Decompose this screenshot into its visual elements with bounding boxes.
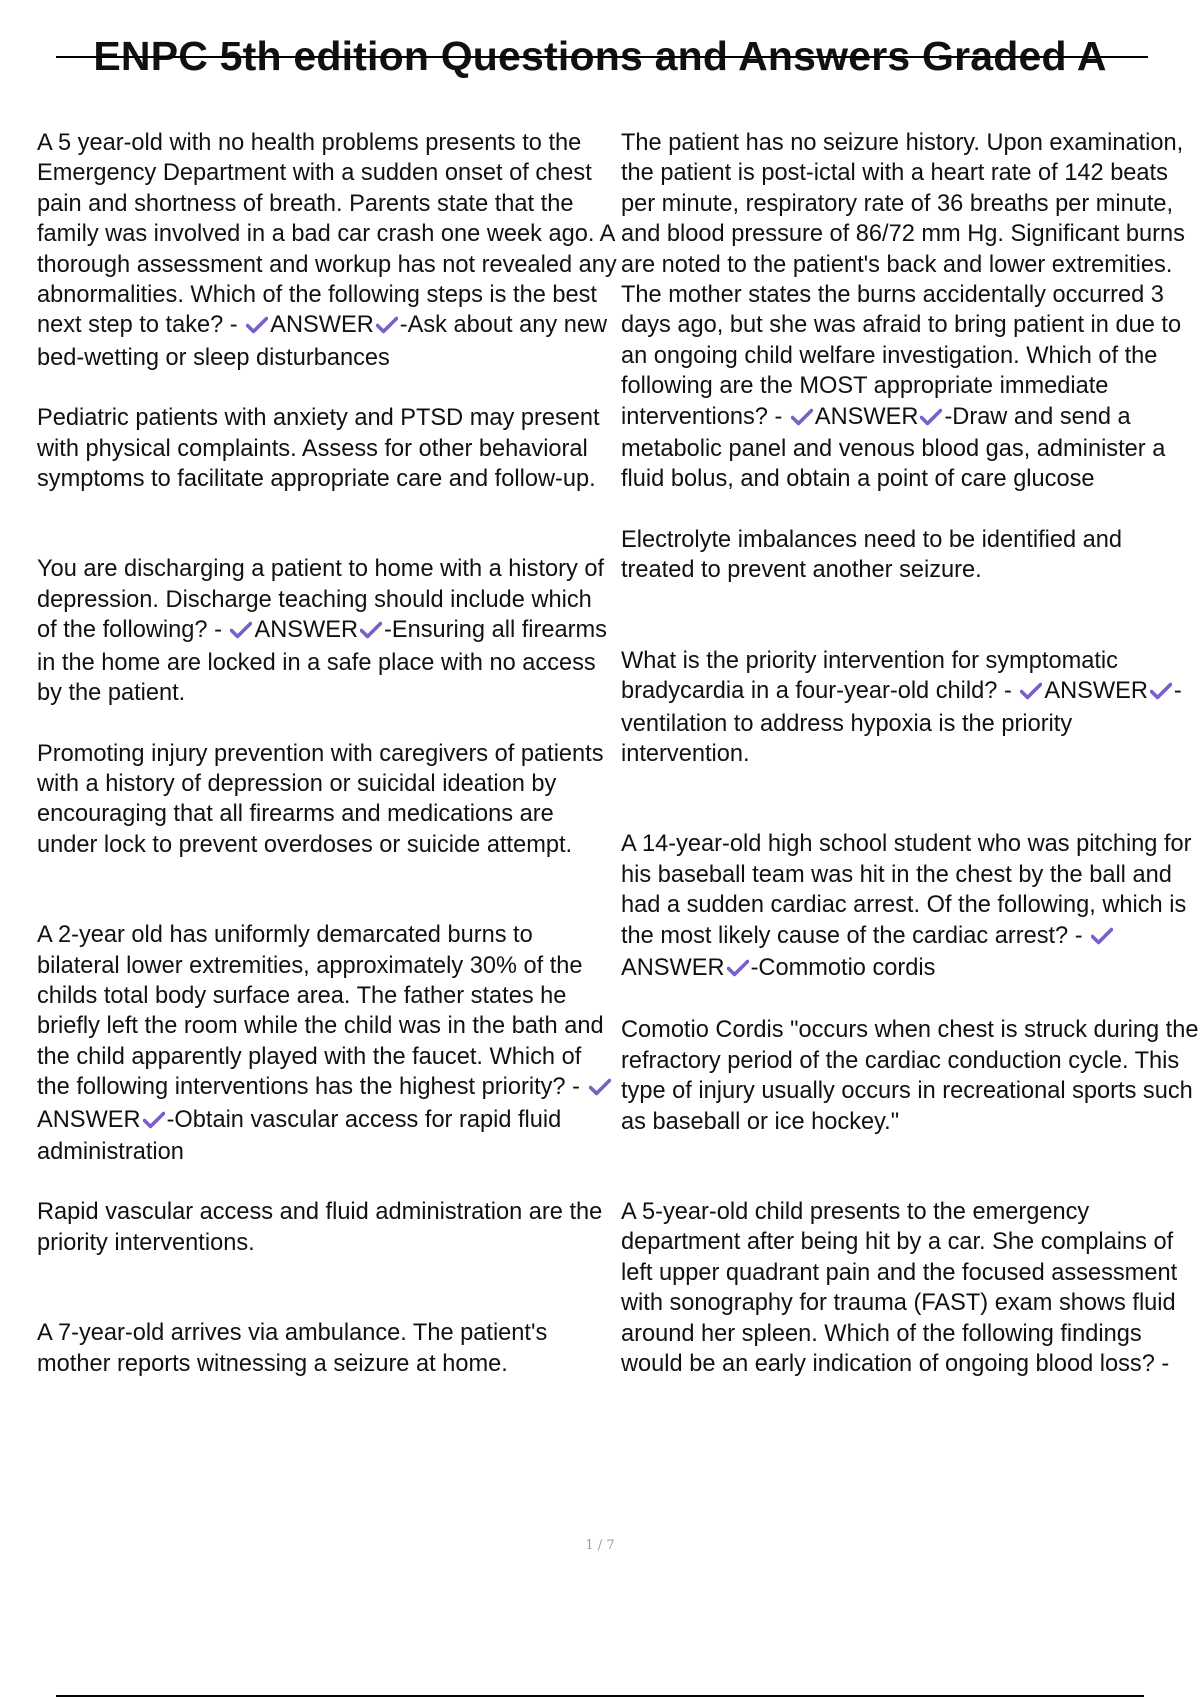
question-text: A 7-year-old arrives via ambulance. The patient's mother reports witnessing a seizure at home. [37,1320,548,1377]
rationale-entry: Electrolyte imbalances need to be identified and treated to prevent another seizure. [621,526,1123,584]
answer-marker: ANSWER [254,617,359,644]
answer-marker: ANSWER [37,1106,141,1133]
check-icon [589,1074,611,1104]
question-text: A 5 year-old with no health problems presents to the Emergency Department with a sudden onset of chest pain and shortness of breath. Parents state that the family was involved in a bad car crash one week ago. A thorough assessment and workup has not revealed any abnormalities. Which of the following steps is the best next step to take? - [37,130,617,339]
check-icon [1150,678,1172,708]
answer-text: -Commotio cordis [750,954,936,981]
check-icon [727,955,749,985]
question-entry [621,646,1200,770]
check-icon [143,1107,165,1137]
rationale-entry: Promoting injury prevention with caregivers of patients with a history of depression or suicidal ideation by encouraging that all firearms and medications are under lock to prevent overdoses or suicide attempt. [37,740,604,858]
left-column [37,128,617,1379]
check-icon [1020,678,1042,708]
answer-text: -Ensuring all firearms in the home are locked in a safe place with no access by the patient. [37,617,607,707]
question-entry [621,1197,1200,1379]
page-number: 1 / 7 [585,1538,615,1553]
answer-text: -Obtain vascular access for rapid fluid administration [37,1106,562,1165]
rationale-entry: Pediatric patients with anxiety and PTSD may present with physical complaints. Assess for other behavioral symptoms to facilitate appropriate care and follow-up. [37,405,600,493]
answer-marker: ANSWER [1044,678,1148,705]
answer-text: -ventilation to address hypoxia is the priority intervention. [621,678,1182,767]
check-icon [920,404,942,434]
title-strikethrough [56,56,1148,58]
check-icon [230,617,252,647]
answer-marker: ANSWER [621,954,725,981]
question-entry [621,829,1200,985]
question-text: The patient has no seizure history. Upon examination, the patient is post-ictal with a heart rate of 142 beats per minute, respiratory rate of 36 breaths per minute, and blood pressure of 86/72 mm Hg. Significant burns are noted to the patient's back and lower extremities. The mother states the burns accidentally occurred 3 days ago, but she was afraid to bring patient in due to an ongoing child welfare investigation. Which of the following are the MOST appropriate immediate interventions? - [621,130,1185,430]
rationale-entry: Comotio Cordis "occurs when chest is struck during the refractory period of the cardiac conduction cycle. This type of injury usually occurs in recreational sports such as baseball or ice hockey." [621,1017,1199,1135]
check-icon [1091,923,1113,953]
question-entry [37,554,617,708]
answer-marker: ANSWER [270,312,374,339]
answer-marker: ANSWER [814,403,919,430]
check-icon [791,404,813,434]
answer-text: -Draw and send a metabolic panel and venous blood gas, administer a fluid bolus, and obtain a point of care glucose [621,403,1166,493]
question-entry [37,920,617,1167]
question-text: A 5-year-old child presents to the emergency department after being hit by a car. She complains of left upper quadrant pain and the focused assessment with sonography for trauma (FAST) exam shows fluid around her spleen. Which of the following findings would be an early indication of ongoing blood loss? - [621,1198,1178,1377]
answer-text: -Ask about any new bed-wetting or sleep disturbances [37,312,607,371]
check-icon [246,312,268,342]
question-text: A 14-year-old high school student who was pitching for his baseball team was hit in the chest by the ball and had a sudden cardiac arrest. Of the following, which is the most likely cause of the cardiac arrest? - [621,831,1192,949]
question-text: You are discharging a patient to home with a history of depression. Discharge teaching should include which of the following? - [37,556,605,644]
right-column [621,128,1200,1379]
question-text: A 2-year old has uniformly demarcated burns to bilateral lower extremities, approximately 30% of the childs total body surface area. The father states he briefly left the room while the child was in the bath and the child apparently played with the faucet. Which of the following interventions has the highest priority? - [37,922,604,1101]
check-icon [376,312,398,342]
question-entry [37,128,617,373]
footer-rule [56,1695,1144,1697]
check-icon [360,617,382,647]
question-entry [37,1318,617,1379]
question-entry [621,128,1200,495]
rationale-entry: Rapid vascular access and fluid administration are the priority interventions. [37,1199,603,1256]
document-title: ENPC 5th edition Questions and Answers Graded A [93,33,1107,79]
question-text: What is the priority intervention for symptomatic bradycardia in a four-year-old child? - [621,647,1118,705]
